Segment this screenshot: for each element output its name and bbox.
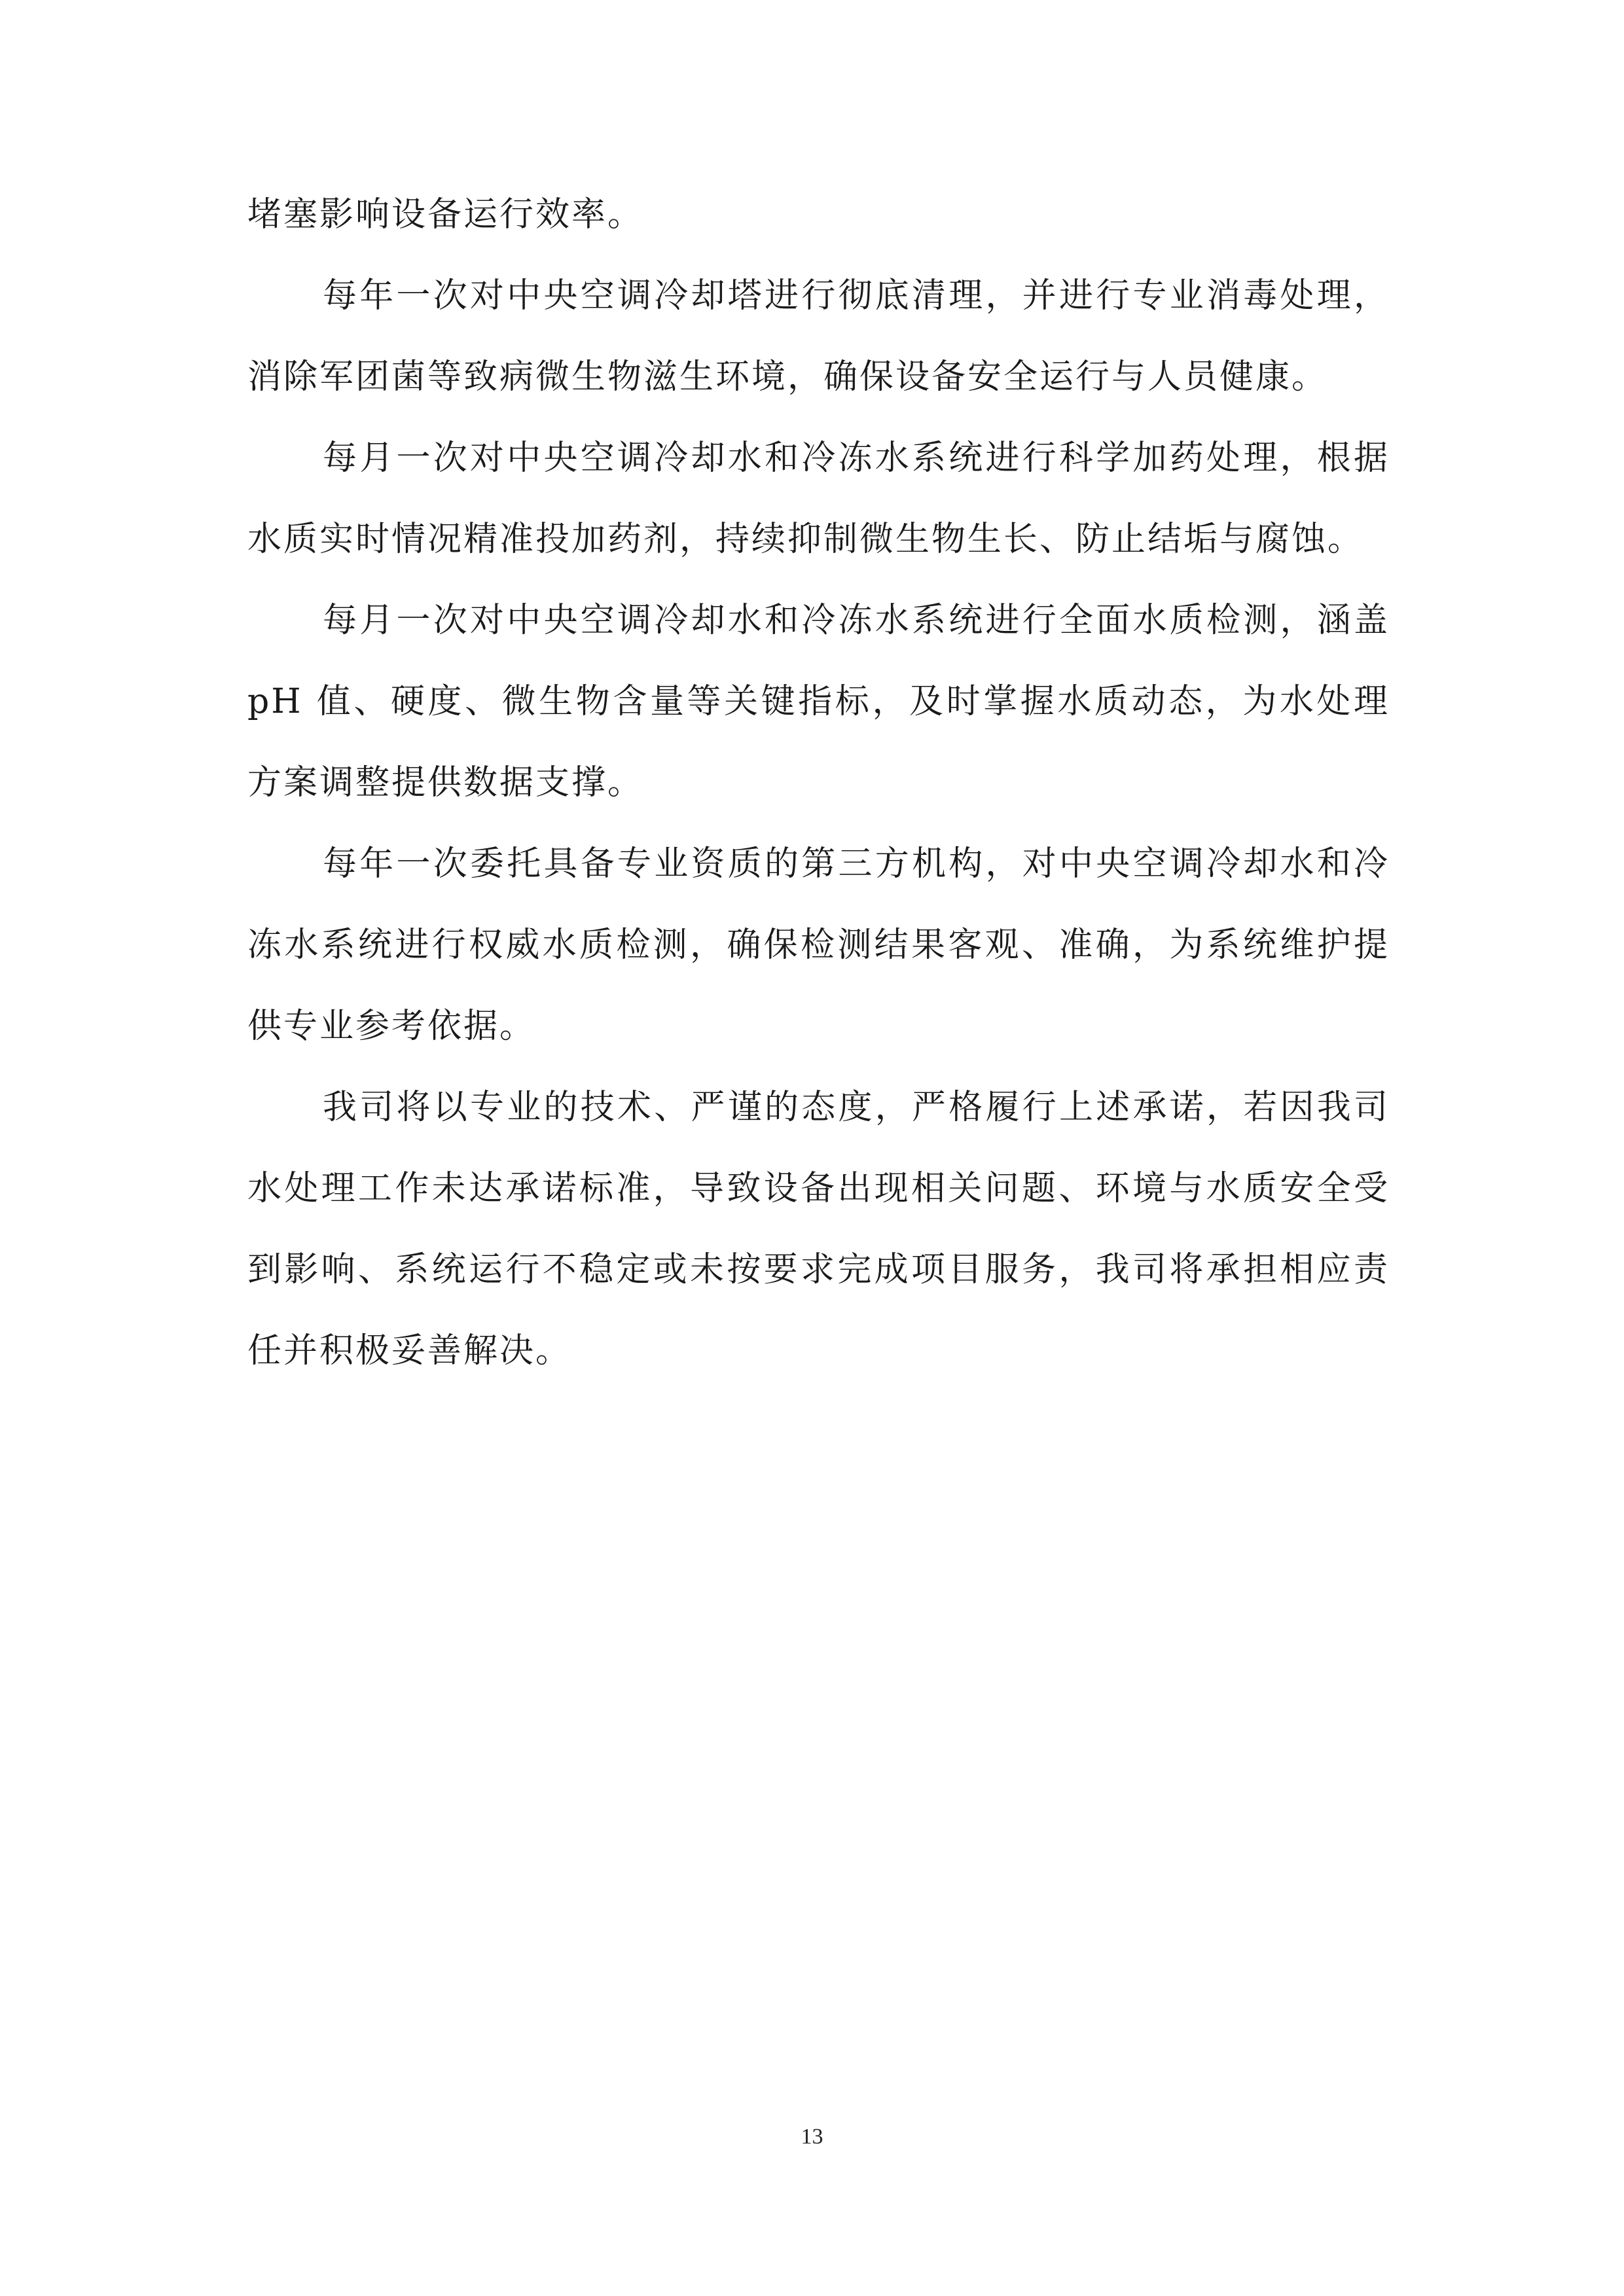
paragraph-commitment: 我司将以专业的技术、严谨的态度，严格履行上述承诺，若因我司水处理工作未达承诺标准，导致设备出现相关问题、环境与水质安全受到影响、系统运行不稳定或未按要求完成项目服务，我司将承担相应责任并积极妥善解决。 [247, 1088, 1390, 1371]
page-number: 13 [801, 2125, 823, 2149]
paragraph-chemical-dosing: 每月一次对中央空调冷却水和冷冻水系统进行科学加药处理，根据水质实时情况精准投加药剂，持续抑制微生物生长、防止结垢与腐蚀。 [247, 439, 1390, 559]
paragraph-continuation: 堵塞影响设备运行效率。 [247, 195, 644, 234]
body-text [247, 174, 1390, 1391]
paragraph-third-party-testing: 每年一次委托具备专业资质的第三方机构，对中央空调冷却水和冷冻水系统进行权威水质检测，确保检测结果客观、准确，为系统维护提供专业参考依据。 [247, 844, 1390, 1046]
paragraph-monthly-water-testing: 每月一次对中央空调冷却水和冷冻水系统进行全面水质检测，涵盖 pH 值、硬度、微生物含量等关键指标，及时掌握水质动态，为水处理方案调整提供数据支撑。 [247, 601, 1390, 802]
paragraph-cooling-tower-cleaning: 每年一次对中央空调冷却塔进行彻底清理，并进行专业消毒处理，消除军团菌等致病微生物滋生环境，确保设备安全运行与人员健康。 [247, 276, 1390, 397]
